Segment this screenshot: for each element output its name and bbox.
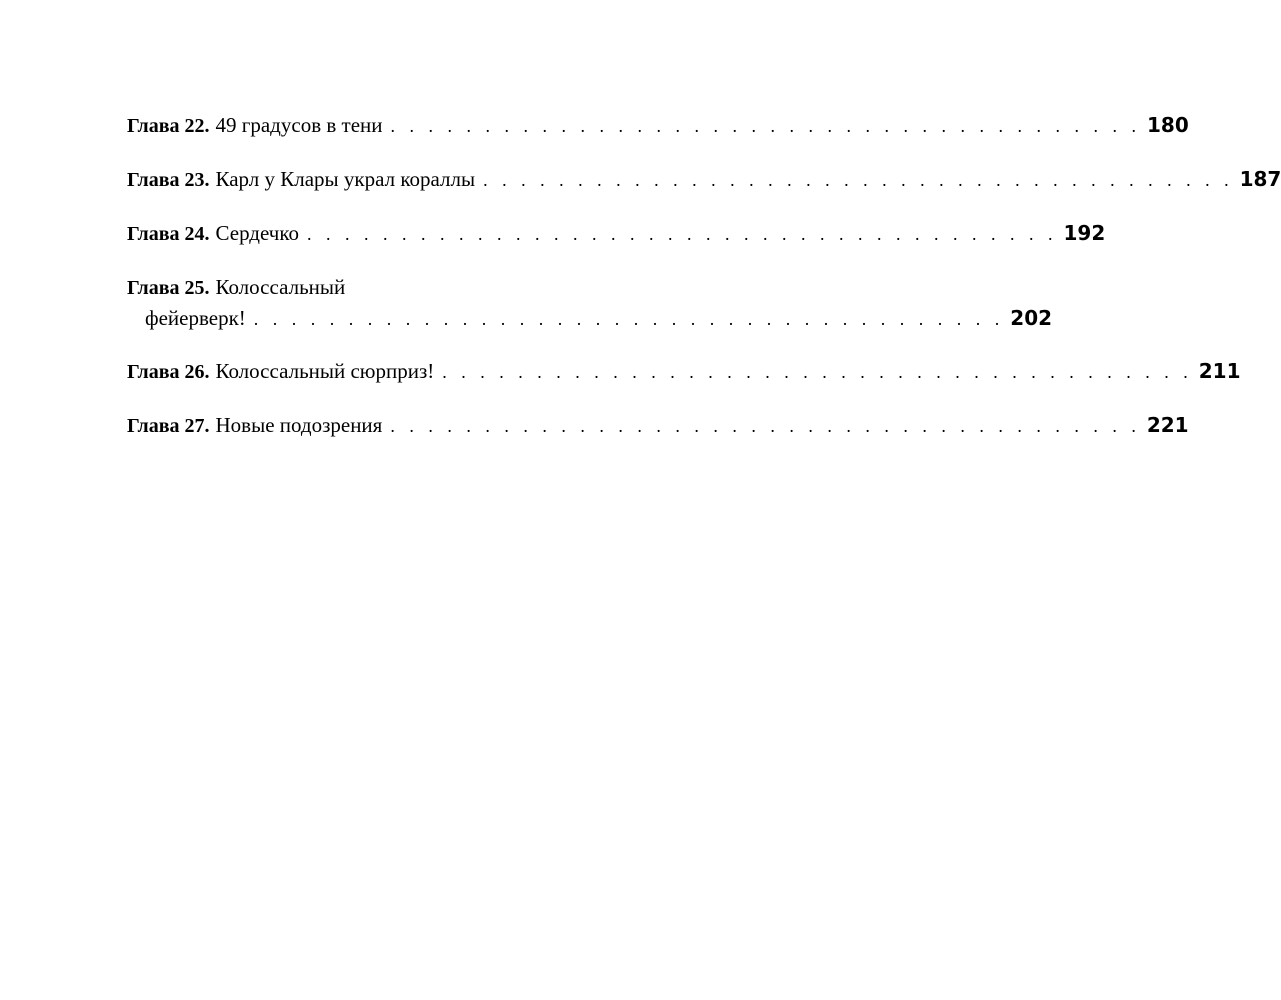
toc-line [127,110,1189,141]
toc-line [127,218,1106,249]
dot-leader: . . . . . . . . . . . . . . . . . . . . . . . . . . . . . . . . . . . . . . . . [307,224,1058,244]
chapter-label: Глава 27. [127,415,210,437]
chapter-title: Сердечко [215,221,299,245]
page-number: 192 [1063,221,1106,245]
page-number: 202 [1010,306,1053,330]
toc-entry-25 [127,272,1053,356]
toc-entry-22 [127,110,1189,164]
page-number: 180 [1147,113,1189,137]
toc-entry-26 [127,356,1241,410]
chapter-title: Колоссальный [215,275,346,299]
toc-line [127,272,607,303]
chapter-title-continued: фейерверк! [145,306,246,330]
page-number: 187 [1239,167,1281,191]
page-number: 221 [1146,413,1189,437]
toc-line-continued [127,303,1053,334]
table-of-contents [127,110,1281,464]
chapter-label: Глава 26. [127,361,210,383]
toc-line [127,164,1281,195]
chapter-title: Новые подозрения [215,413,383,437]
dot-leader: . . . . . . . . . . . . . . . . . . . . . . . . . . . . . . . . . . . . . . . . [253,309,1005,329]
dot-leader: . . . . . . . . . . . . . . . . . . . . . . . . . . . . . . . . . . . . . . . . [390,116,1141,136]
toc-line [127,410,1189,441]
chapter-label: Глава 24. [127,223,210,245]
toc-entry-23 [127,164,1281,218]
dot-leader: . . . . . . . . . . . . . . . . . . . . . . . . . . . . . . . . . . . . . . . . [442,362,1193,382]
toc-entry-24 [127,218,1106,272]
toc-entry-27 [127,410,1189,464]
page-number: 211 [1198,359,1241,383]
chapter-label: Глава 23. [127,169,210,191]
chapter-title: 49 градусов в тени [215,113,383,137]
toc-line [127,356,1241,387]
chapter-title: Колоссальный сюрприз! [215,359,435,383]
dot-leader: . . . . . . . . . . . . . . . . . . . . . . . . . . . . . . . . . . . . . . . . [483,170,1234,190]
chapter-label: Глава 25. [127,277,210,299]
chapter-title: Карл у Клары украл кораллы [215,167,476,191]
chapter-label: Глава 22. [127,115,210,137]
dot-leader: . . . . . . . . . . . . . . . . . . . . . . . . . . . . . . . . . . . . . . . . [390,416,1141,436]
